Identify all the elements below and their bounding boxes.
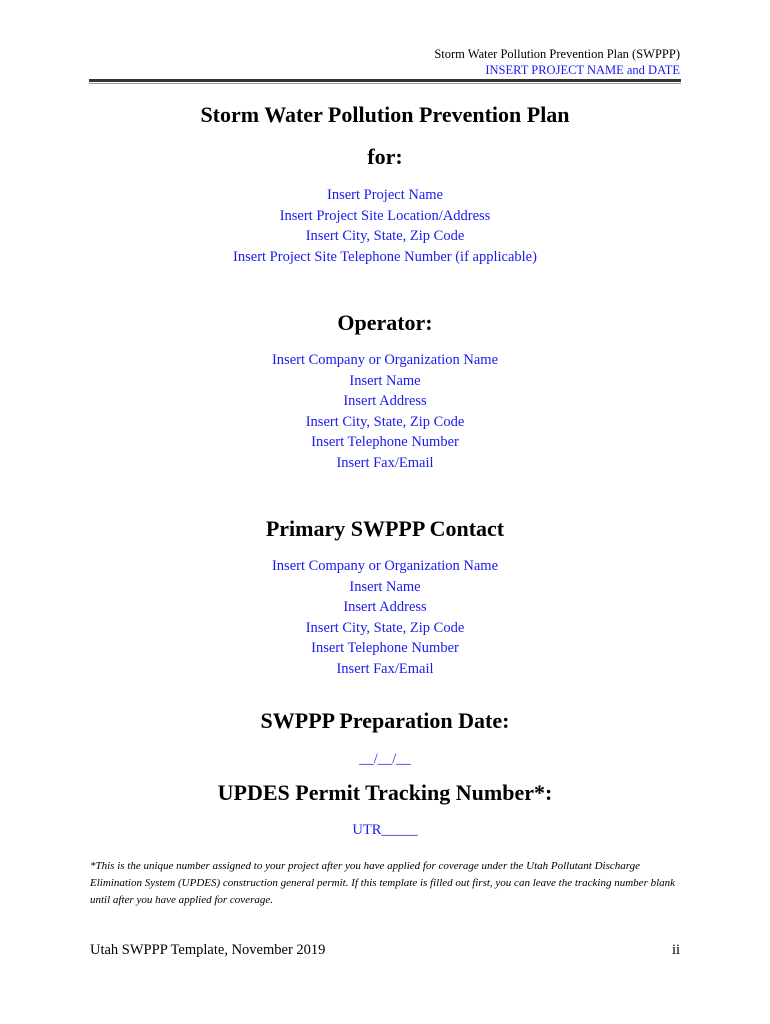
operator-fax-email: Insert Fax/Email xyxy=(336,454,434,471)
operator-info xyxy=(0,350,770,473)
title-for: for: xyxy=(367,144,403,169)
operator-city: Insert City, State, Zip Code xyxy=(305,413,465,430)
footer-title: Utah SWPPP Template, November 2019 xyxy=(90,942,326,958)
contact-company: Insert Company or Organization Name xyxy=(271,558,499,574)
contact-phone: Insert Telephone Number xyxy=(311,640,459,656)
page-number: ii xyxy=(671,942,680,958)
permit-tracking-number: UTR_____ xyxy=(352,822,418,838)
project-phone: Insert Project Site Telephone Number (if applicable) xyxy=(233,248,537,265)
operator-phone: Insert Telephone Number xyxy=(311,434,459,450)
project-info xyxy=(0,185,770,267)
header-title: Storm Water Pollution Prevention Plan (SWPPP) xyxy=(434,47,680,61)
contact-info xyxy=(0,556,770,679)
contact-fax-email: Insert Fax/Email xyxy=(336,660,434,677)
page-title: Storm Water Pollution Prevention Plan xyxy=(200,102,570,127)
prep-date-heading: SWPPP Preparation Date: xyxy=(260,708,510,733)
operator-name: Insert Name xyxy=(349,372,421,389)
project-name: Insert Project Name xyxy=(327,187,443,203)
permit-heading: UPDES Permit Tracking Number*: xyxy=(217,780,553,805)
project-city: Insert City, State, Zip Code xyxy=(305,228,465,244)
operator-company: Insert Company or Organization Name xyxy=(271,352,499,368)
contact-name: Insert Name xyxy=(349,578,421,595)
contact-address: Insert Address xyxy=(343,599,427,615)
operator-address: Insert Address xyxy=(343,393,427,409)
header-project-name: INSERT PROJECT NAME and DATE xyxy=(485,63,680,77)
prep-date-value: __/__/__ xyxy=(359,751,411,767)
contact-city: Insert City, State, Zip Code xyxy=(305,619,465,636)
running-header xyxy=(434,46,680,78)
contact-heading: Primary SWPPP Contact xyxy=(265,516,505,541)
operator-heading: Operator: xyxy=(337,310,433,335)
header-rule-thin xyxy=(89,83,681,84)
project-address: Insert Project Site Location/Address xyxy=(279,207,491,224)
header-rule xyxy=(89,79,681,82)
footnote: *This is the unique number assigned to your project after you have applied for coverage under the Utah Pollutant Discharge Elimination System (UPDES) construction general permit. If this template is filled out first, you can leave the tracking number blank until after you have applied for coverage. xyxy=(90,860,676,906)
